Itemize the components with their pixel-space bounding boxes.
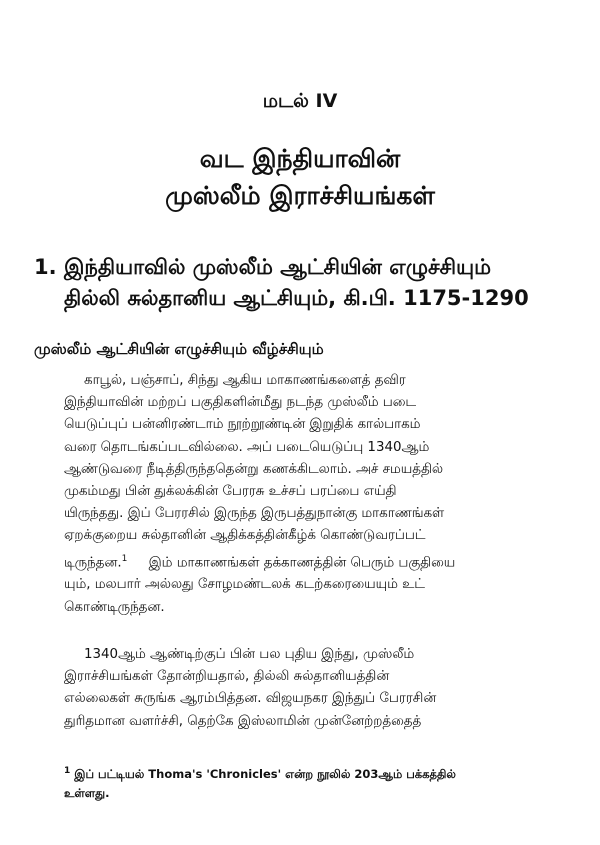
text-line: எல்லைகள் சுருங்க ஆரம்பித்தன. விஜயநகர இந்துப் பேரரசின்: [64, 691, 437, 707]
footnote-reference: 1: [121, 553, 128, 564]
text-fragment: டிருந்தன.: [64, 555, 122, 571]
text-line: யெடுப்புப் பன்னிரண்டாம் நூற்றூண்டின் இறுதிக் கால்பாகம்: [64, 417, 421, 433]
footnote-marker: 1: [64, 766, 71, 776]
text-line: யிருந்தது. இப் பேரரசில் இருந்த இருபத்துநான்கு மாகாணங்கள்: [64, 506, 445, 522]
text-line: இராச்சியங்கள் தோன்றியதால், தில்லி சுல்தானியத்தின்: [64, 669, 390, 685]
section-heading: முஸ்லீம் ஆட்சியின் எழுச்சியும் வீழ்ச்சியும்: [34, 340, 324, 358]
paragraph-2: [64, 644, 556, 733]
text-line: இந்தியாவின் மற்றப் பகுதிகளின்மீது நடந்த முஸ்லீம் படை: [64, 395, 417, 411]
text-line: யும், மலபார் அல்லது சோழமண்டலக் கடற்கரையையும் உட்: [64, 577, 425, 593]
text-line: 1340ஆம் ஆண்டிற்குப் பின் பல புதிய இந்து, முஸ்லீம்: [84, 647, 415, 662]
text-line: ஆண்டுவரை நீடித்திருந்ததென்று கணக்கிடலாம். அச் சமயத்தில்: [64, 461, 444, 477]
chapter-heading: [34, 252, 574, 314]
text-line: காபூல், பஞ்சாப், சிந்து ஆகிய மாகாணங்களைத் தவிர: [84, 373, 406, 388]
chapter-title-line-1: இந்தியாவில் முஸ்லீம் ஆட்சியின் எழுச்சியும்: [64, 255, 492, 279]
text-line: முகம்மது பின் துக்லக்கின் பேரரசு உச்சப் பரப்பை எய்தி: [64, 484, 397, 500]
text-line: வரை தொடங்கப்படவில்லை. அப் படையெடுப்பு 1340ஆம்: [64, 439, 430, 455]
volume-label: மடல் IV: [262, 90, 338, 112]
text-line: [64, 548, 556, 575]
text-line: துரிதமான வளர்ச்சி, தெற்கே இஸ்லாமின் முன்னேற்றத்தைத்: [64, 713, 422, 729]
text-line: கொண்டிருந்தன.: [64, 599, 165, 615]
footnote: [64, 762, 556, 803]
footnote-text-line-2: உள்ளது.: [64, 785, 110, 800]
text-fragment: இம் மாகாணங்கள் தக்காணத்தின் பெரும் பகுதியை: [148, 555, 456, 571]
text-line: ஏறக்குறைய சுல்தானின் ஆதிக்கத்தின்கீழ்க் கொண்டுவரப்பட்: [64, 528, 426, 544]
chapter-number: 1.: [34, 255, 57, 279]
title-line-2: முஸ்லீம் இராச்சியங்கள்: [165, 181, 435, 210]
paragraph-1: [64, 370, 556, 619]
footnote-text-line-1: இப் பட்டியல் Thoma's 'Chronicles' என்ற நூலில் 203ஆம் பக்கத்தில்: [74, 766, 456, 781]
page-title: [0, 140, 600, 214]
title-line-1: வட இந்தியாவின்: [199, 144, 401, 173]
chapter-title-line-2: தில்லி சுல்தானிய ஆட்சியும், கி.பி. 1175-1290: [64, 286, 529, 310]
